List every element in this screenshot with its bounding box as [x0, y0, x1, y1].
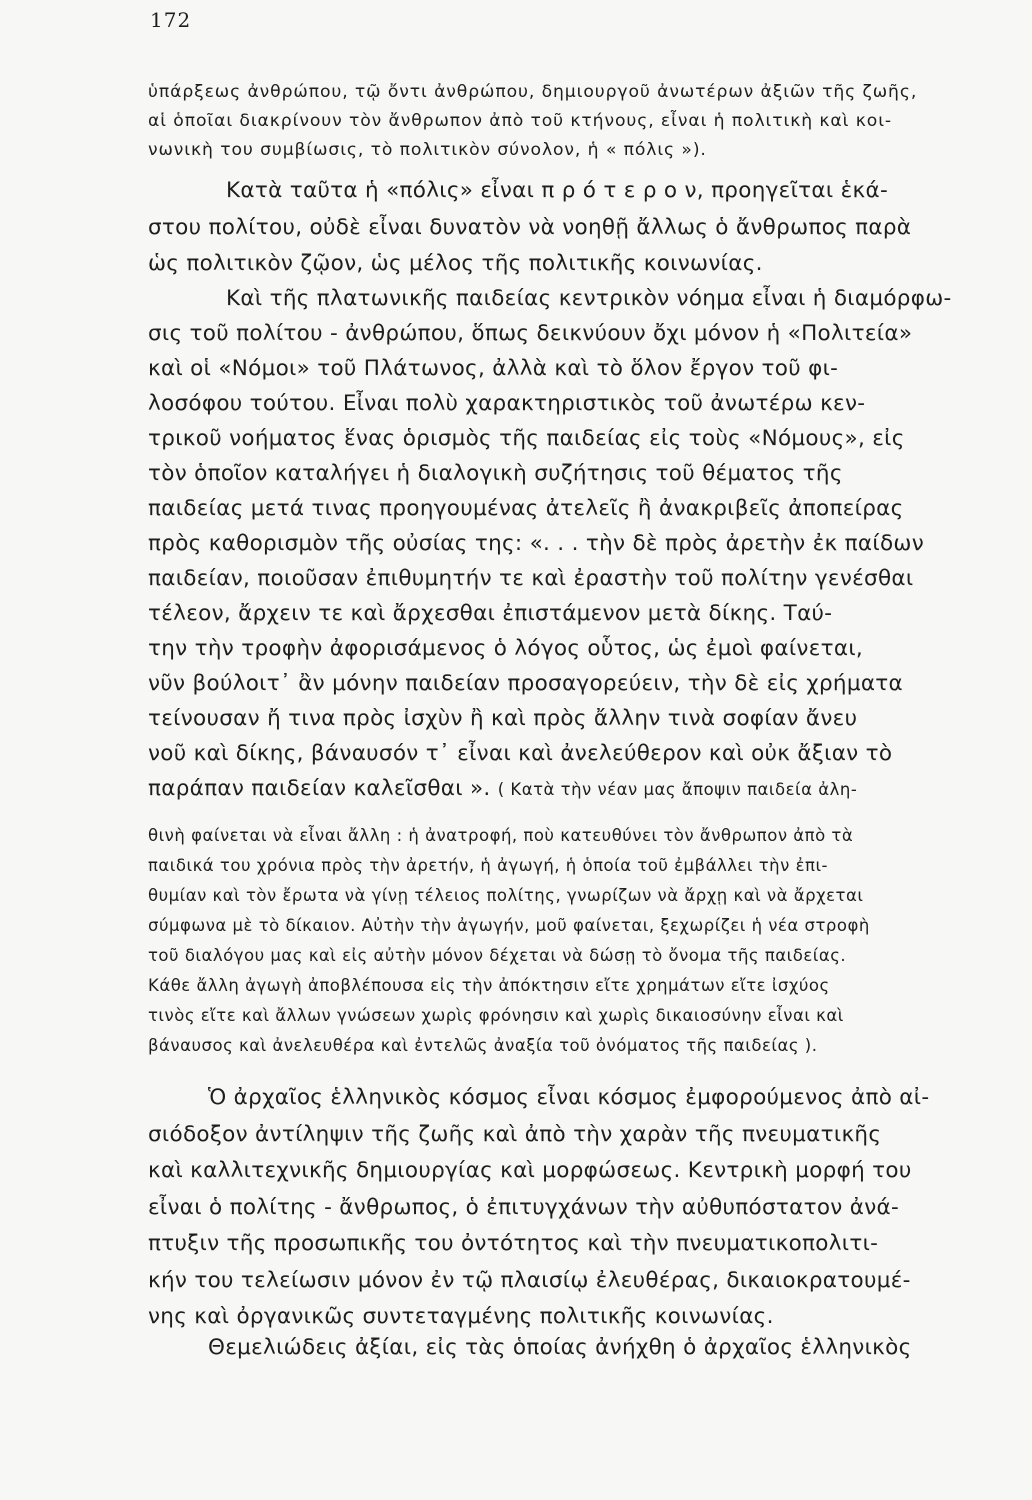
text-line: σις τοῦ πολίτου - ἀνθρώπου, ὅπως δεικνύουν ὄχι μόνον ἡ «Πολιτεία»: [148, 321, 913, 346]
text-line: ὡς πολιτικὸν ζῷον, ὡς μέλος τῆς πολιτικῆς κοινωνίας.: [148, 251, 763, 276]
text-line: ὑπάρξεως ἀνθρώπου, τῷ ὄντι ἀνθρώπου, δημιουργοῦ ἀνωτέρων ἀξιῶν τῆς ζωῆς,: [148, 82, 918, 102]
text-line: παιδικά του χρόνια πρὸς τὴν ἀρετήν, ἡ ἀγωγή, ἡ ὁποία τοῦ ἐμβάλλει τὴν ἐπι-: [148, 856, 828, 875]
text-line: εἶναι ὁ πολίτης - ἄνθρωπος, ὁ ἐπιτυγχάνων τὴν αὐθυπόστατον ἀνά-: [148, 1194, 900, 1220]
text-line: τὸν ὁποῖον καταλήγει ἡ διαλογικὴ συζήτησις τοῦ θέματος τῆς: [148, 461, 843, 486]
paragraph-polis: [148, 173, 993, 283]
text-line: κήν του τελείωσιν μόνον ἐν τῷ πλαισίῳ ἐλευθέρας, δικαιοκρατουμέ-: [148, 1267, 911, 1293]
text-line: την τὴν τροφὴν ἀφορισάμενος ὁ λόγος οὗτος, ὡς ἐμοὶ φαίνεται,: [148, 636, 864, 661]
text-line: βάναυσος καὶ ἀνελευθέρα καὶ ἐντελῶς ἀναξία τοῦ ὀνόματος τῆς παιδείας ).: [148, 1036, 818, 1055]
text-line: νοῦ καὶ δίκης, βάναυσόν τ᾽ εἶναι καὶ ἀνελεύθερον καὶ οὐκ ἄξιαν τὸ: [148, 741, 893, 766]
text-line: σύμφωνα μὲ τὸ δίκαιον. Αὐτὴν τὴν ἀγωγήν, μοῦ φαίνεται, ξεχωρίζει ἡ νέα στροφὴ: [148, 916, 870, 935]
text-line: τέλεον, ἄρχειν τε καὶ ἄρχεσθαι ἐπιστάμενον μετὰ δίκης. Ταύ-: [148, 601, 833, 626]
text-line: καὶ καλλιτεχνικῆς δημιουργίας καὶ μορφώσεως. Κεντρικὴ μορφή του: [148, 1158, 912, 1183]
text-line: καὶ οἱ «Νόμοι» τοῦ Πλάτωνος, ἀλλὰ καὶ τὸ ὅλον ἔργον τοῦ φι-: [148, 356, 839, 381]
editor-note: [148, 821, 993, 1061]
paragraph-ancient-greek-world: [148, 1080, 993, 1336]
text-line: νωνικὴ του συμβίωσις, τὸ πολιτικὸν σύνολον, ἡ « πόλις »).: [148, 140, 707, 160]
text-line: παιδείας μετά τινας προηγουμένας ἀτελεῖς ἢ ἀνακριβεῖς ἀποπείρας: [148, 496, 904, 521]
quote-end: παράπαν παιδείαν καλεῖσθαι ».: [148, 776, 498, 801]
text-line: πρὸς καθορισμὸν τῆς οὐσίας της: «. . . τὴν δὲ πρὸς ἀρετὴν ἐκ παίδων: [148, 531, 925, 556]
paragraph-continuation: [148, 78, 993, 165]
text-line: τινὸς εἴτε καὶ ἄλλων γνώσεων χωρὶς φρόνησιν καὶ χωρὶς δικαιοσύνην εἶναι καὶ: [148, 1006, 844, 1025]
text-line: παιδείαν, ποιοῦσαν ἐπιθυμητήν τε καὶ ἐραστὴν τοῦ πολίτην γενέσθαι: [148, 566, 914, 591]
text-line: τείνουσαν ἤ τινα πρὸς ἰσχὺν ἢ καὶ πρὸς ἄλλην τινὰ σοφίαν ἄνευ: [148, 706, 858, 731]
text-line: λοσόφου τούτου. Εἶναι πολὺ χαρακτηριστικὸς τοῦ ἀνωτέρω κεν-: [148, 391, 866, 416]
text-line: πτυξιν τῆς προσωπικῆς του ὀντότητος καὶ τὴν πνευματικοπολιτι-: [148, 1231, 879, 1256]
text-line: αἱ ὁποῖαι διακρίνουν τὸν ἄνθρωπον ἀπὸ τοῦ κτήνους, εἶναι ἡ πολιτικὴ καὶ κοι-: [148, 111, 893, 131]
text-line: τρικοῦ νοήματος ἕνας ὁρισμὸς τῆς παιδείας εἰς τοὺς «Νόμους», εἰς: [148, 426, 905, 451]
text-line: τοῦ διαλόγου μας καὶ εἰς αὐτὴν μόνον δέχεται νὰ δώσῃ τὸ ὄνομα τῆς παιδείας.: [148, 946, 847, 965]
page-number: 172: [150, 8, 192, 32]
text-line: [148, 771, 993, 806]
text-line: Ὁ ἀρχαῖος ἑλληνικὸς κόσμος εἶναι κόσμος ἐμφορούμενος ἀπὸ αἰ-: [208, 1085, 930, 1110]
text-line: νης καὶ ὀργανικῶς συντεταγμένης πολιτικῆς κοινωνίας.: [148, 1304, 774, 1329]
paragraph-fundamental-values: [148, 1330, 993, 1367]
note-start: ( Κατὰ τὴν νέαν μας ἄποψιν παιδεία ἀλη-: [497, 780, 858, 799]
text-line: θινὴ φαίνεται νὰ εἶναι ἄλλη : ἡ ἀνατροφή, ποὺ κατευθύνει τὸν ἄνθρωπον ἀπὸ τὰ: [148, 826, 854, 845]
text-line: στου πολίτου, οὐδὲ εἶναι δυνατὸν νὰ νοηθῇ ἄλλως ὁ ἄνθρωπος παρὰ: [148, 214, 912, 240]
text-line: Θεμελιώδεις ἀξίαι, εἰς τὰς ὁποίας ἀνήχθη ὁ ἀρχαῖος ἑλληνικὸς: [208, 1335, 912, 1360]
paragraph-platonic-education: [148, 281, 993, 806]
text-line: Κάθε ἄλλη ἀγωγὴ ἀποβλέπουσα εἰς τὴν ἀπόκτησιν εἴτε χρημάτων εἴτε ἰσχύος: [148, 976, 830, 995]
text-line: σιόδοξον ἀντίληψιν τῆς ζωῆς καὶ ἀπὸ τὴν χαρὰν τῆς πνευματικῆς: [148, 1121, 882, 1147]
text-line: θυμίαν καὶ τὸν ἔρωτα νὰ γίνῃ τέλειος πολίτης, γνωρίζων νὰ ἄρχῃ καὶ νὰ ἄρχεται: [148, 886, 864, 905]
text-line: Καὶ τῆς πλατωνικῆς παιδείας κεντρικὸν νόημα εἶναι ἡ διαμόρφω-: [226, 286, 952, 311]
text-line: νῦν βούλοιτ᾽ ἂν μόνην παιδείαν προσαγορεύειν, τὴν δὲ εἰς χρήματα: [148, 671, 904, 696]
text-line: Κατὰ ταῦτα ἡ «πόλις» εἶναι π ρ ό τ ε ρ ο ν, προηγεῖται ἑκά-: [226, 178, 889, 203]
